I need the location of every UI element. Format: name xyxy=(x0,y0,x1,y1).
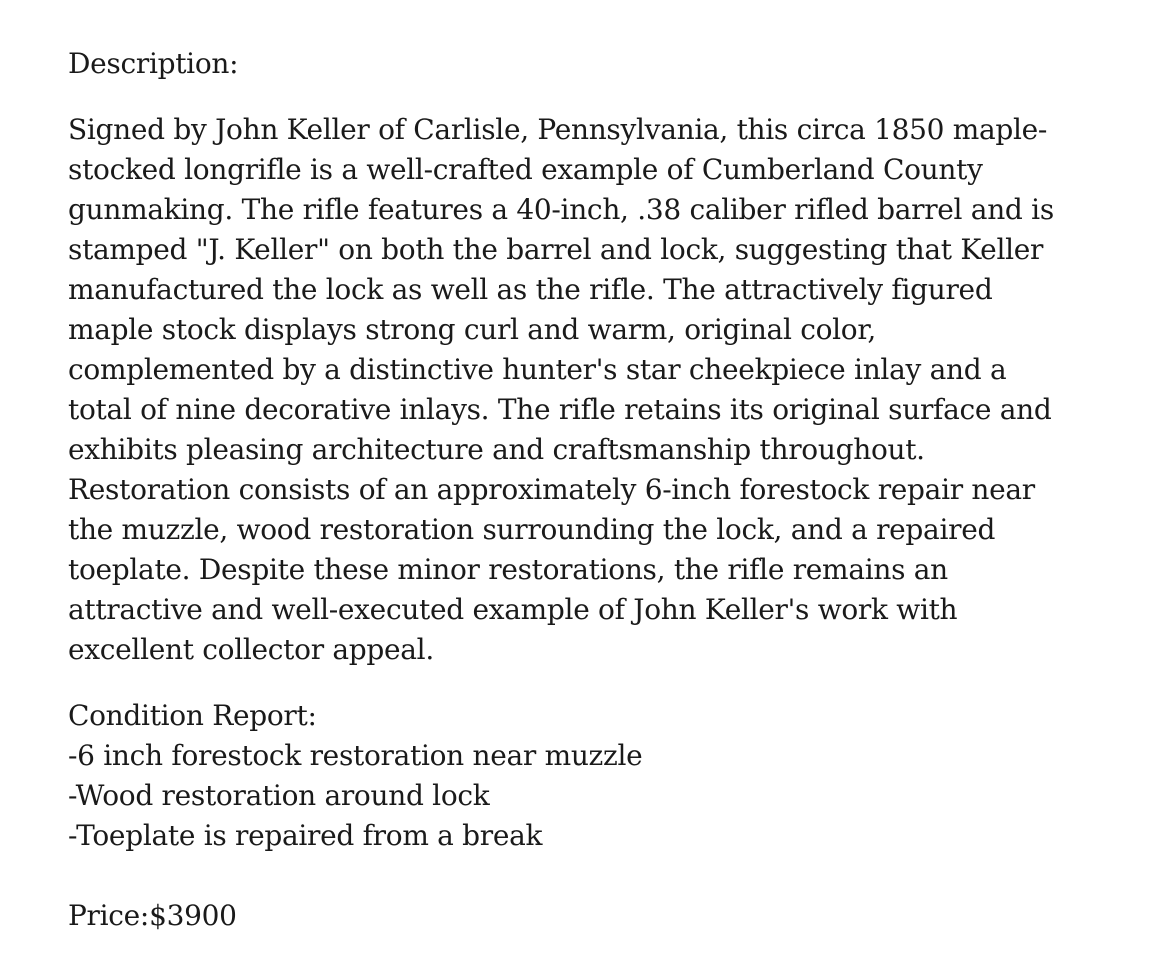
condition-report xyxy=(68,696,1078,856)
condition-item: -6 inch forestock restoration near muzzle xyxy=(68,739,643,772)
price: Price:$3900 xyxy=(68,899,237,932)
listing-content xyxy=(68,44,1078,964)
description-body: Signed by John Keller of Carlisle, Pennsylvania, this circa 1850 maple-stocked longrifle is a well-crafted example of Cumberland County gunmaking. The rifle features a 40-inch, .38 caliber rifled barrel and is stamped "J. Keller" on both the barrel and lock, suggesting that Keller manufactured the lock as well as the rifle. The attractively figured maple stock displays strong curl and warm, original color, complemented by a distinctive hunter's star cheekpiece inlay and a total of nine decorative inlays. The rifle retains its original surface and exhibits pleasing architecture and craftsmanship throughout. Restoration consists of an approximately 6-inch forestock repair near the muzzle, wood restoration surrounding the lock, and a repaired toeplate. Despite these minor restorations, the rifle remains an attractive and well-executed example of John Keller's work with excellent collector appeal. xyxy=(68,113,1054,666)
condition-item: -Toeplate is repaired from a break xyxy=(68,819,543,852)
description-heading: Description: xyxy=(68,47,239,80)
condition-item: -Wood restoration around lock xyxy=(68,779,490,812)
condition-report-heading: Condition Report: xyxy=(68,699,317,732)
